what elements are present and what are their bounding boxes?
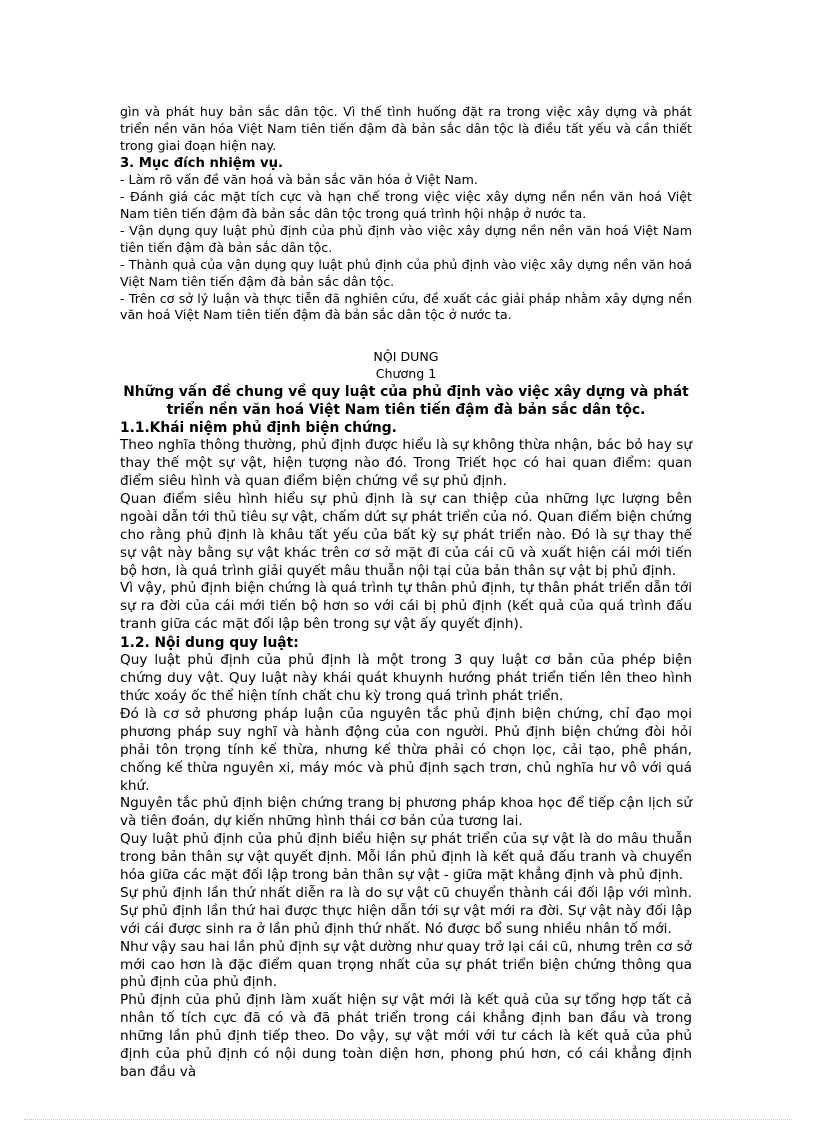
section-1-2-paragraph: Quy luật phủ định của phủ định là một trong 3 quy luật cơ bản của phép biện chứng duy vật. Quy luật này khái quát khuynh hướng phát triển tiến lên theo hình thức xoáy ốc thể hiện tính chất chu kỳ trong quá trình phát triển. bbox=[120, 652, 692, 704]
section-3-item: - Đánh giá các mặt tích cực và hạn chế trong việc việc xây dựng nền nền văn hoá Việt Nam tiên tiến đậm đà bản sắc dân tộc trong quá trình hội nhập ở nước ta. bbox=[120, 189, 692, 222]
section-1-2-paragraph: Phủ định của phủ định làm xuất hiện sự vật mới là kết quả của sự tổng hợp tất cả nhân tố tích cực đã có và đã phát triển trong cái khẳng định ban đầu và trong những lần phủ định tiếp theo. Do vậy, sự vật mới với tư cách là kết quả của phủ định của phủ định có nội dung toàn diện hơn, phong phú hơn, có cái khẳng định ban đầu và bbox=[120, 992, 692, 1080]
section-1-2-paragraph: Sự phủ định lần thứ nhất diễn ra là do sự vật cũ chuyển thành cái đối lập với mình. Sự phủ định lần thứ hai được thực hiện dẫn tới sự vật mới ra đời. Sự vật này đối lập với cái được sinh ra ở lần phủ định thứ nhất. Nó được bổ sung nhiều nhân tố mới. bbox=[120, 884, 692, 937]
section-1-1-paragraph: Theo nghĩa thông thường, phủ định được hiểu là sự không thừa nhận, bác bỏ hay sự thay thế một sự vật, hiện tượng nào đó. Trong Triết học có hai quan điểm: quan điểm siêu hình và quan điểm biện chứng về sự phủ định. bbox=[120, 437, 692, 489]
section-1-2-paragraph: Quy luật phủ định của phủ định biểu hiện sự phát triển của sự vật là do mâu thuẫn trong bản thân sự vật quyết định. Mỗi lần phủ định là kết quả đấu tranh và chuyển hóa giữa các mặt đối lập trong bản thân sự vật - giữa mặt khẳng định và phủ định. bbox=[120, 831, 692, 884]
section-1-1-paragraph: Vì vậy, phủ định biện chứng là quá trình tự thân phủ định, tự thân phát triển dẫn tới sự ra đời của cái mới tiến bộ hơn so với cái bị phủ định (kết quả của quá trình đấu tranh giữa các mặt đối lập bên trong sự vật ấy quyết định). bbox=[120, 580, 692, 633]
section-1-2-heading: 1.2. Nội dung quy luật: bbox=[120, 635, 299, 652]
content-title: NỘI DUNG bbox=[373, 349, 439, 365]
section-1-1-paragraph: Quan điểm siêu hình hiểu sự phủ định là sự can thiệp của những lực lượng bên ngoài dẫn tới thủ tiêu sự vật, chấm dứt sự phát triển của nó. Quan điểm biện chứng cho rằng phủ định là khâu tất yếu của bất kỳ sự phát triển nào. Đó là sự thay thế sự vật này bằng sự vật khác trên cơ sở mặt đi của cái cũ và xuất hiện cái mới tiến bộ hơn, là quá trình giải quyết mâu thuẫn nội tại của bản thân sự vật bị phủ định. bbox=[120, 490, 692, 579]
section-1-2-paragraph: Đó là cơ sở phương pháp luận của nguyên tắc phủ định biện chứng, chỉ đạo mọi phương pháp suy nghĩ và hành động của con người. Phủ định biện chứng đòi hỏi phải tôn trọng tính kế thừa, nhưng kế thừa phải có chọn lọc, cải tạo, phê phán, chống kế thừa nguyên xi, máy móc và phủ định sạch trơn, chủ nghĩa hư vô với quá khứ. bbox=[120, 705, 692, 794]
section-1-2-paragraph: Như vậy sau hai lần phủ định sự vật dường như quay trở lại cái cũ, nhưng trên cơ sở mới cao hơn là đặc điểm quan trọng nhất của sự phát triển biện chứng thông qua phủ định của phủ định. bbox=[120, 938, 692, 991]
intro-paragraph: gìn và phát huy bản sắc dân tộc. Vì thế tình huống đặt ra trong việc xây dựng và phát triển nền văn hóa Việt Nam tiên tiến đậm đà bản sắc dân tộc là điều tất yếu và cần thiết trong giai đoạn hiện nay. bbox=[120, 104, 692, 153]
chapter-number: Chương 1 bbox=[375, 366, 437, 382]
page-bottom-rule bbox=[24, 1119, 792, 1120]
document-page bbox=[120, 104, 692, 1082]
section-1-1-heading: 1.1.Khái niệm phủ định biện chứng. bbox=[120, 420, 397, 437]
section-3-heading: 3. Mục đích nhiệm vụ. bbox=[120, 155, 284, 171]
section-3-item: - Thành quả của vận dụng quy luật phủ định của phủ định vào việc xây dựng nền văn hoá Việt Nam tiên tiến đậm đà bản sắc dân tộc. bbox=[120, 256, 692, 289]
section-1-2-paragraph: Nguyên tắc phủ định biện chứng trang bị phương pháp khoa học để tiếp cận lịch sử và tiên đoán, dự kiến những hình thái cơ bản của tương lai. bbox=[120, 795, 692, 830]
section-3-item: - Làm rõ vấn đề văn hoá và bản sắc văn hóa ở Việt Nam. bbox=[120, 172, 478, 188]
spacer bbox=[120, 324, 692, 341]
chapter-title: Những vấn đề chung về quy luật của phủ định vào việc xây dựng và phát triển nền văn hoá Việt Nam tiên tiến đậm đà bản sắc dân tộc. bbox=[123, 384, 689, 419]
section-3-item: - Vận dụng quy luật phủ định của phủ định vào việc xây dựng nền nền văn hoá Việt Nam tiên tiến đậm đà bản sắc dân tộc. bbox=[120, 222, 692, 255]
section-3-item: - Trên cơ sở lý luận và thực tiễn đã nghiên cứu, đề xuất các giải pháp nhằm xây dựng nền văn hoá Việt Nam tiên tiến đậm đà bản sắc dân tộc ở nước ta. bbox=[120, 290, 692, 323]
